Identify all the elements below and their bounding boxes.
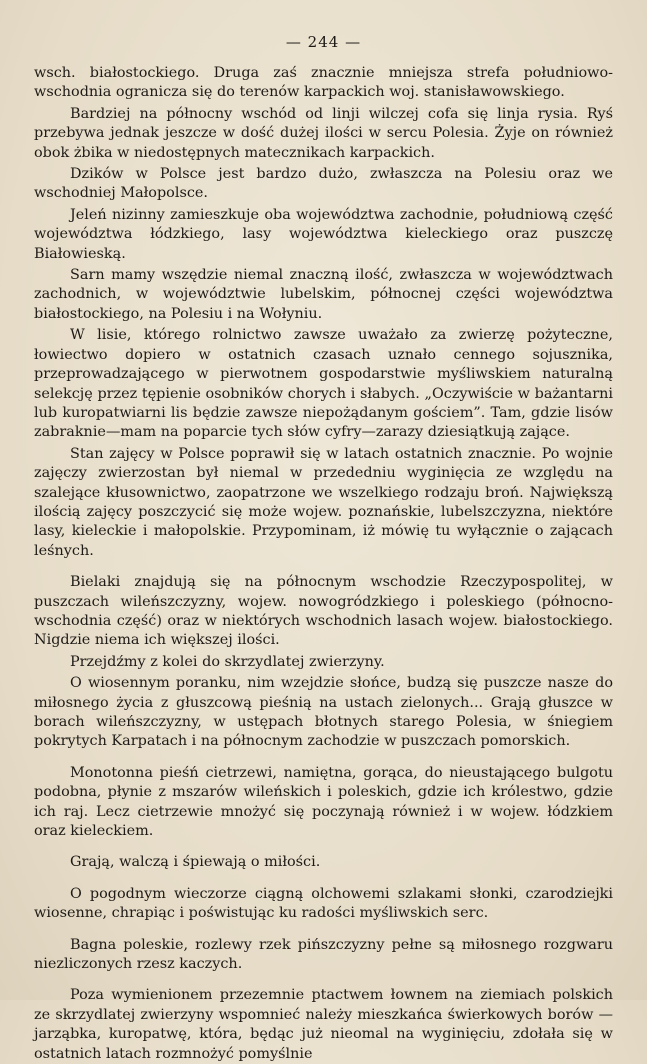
paragraph: Bagna poleskie, rozlewy rzek pińszczyzny pełne są miłosnego rozgwaru niezliczonych rzesz kaczych. <box>34 936 613 973</box>
paragraph: Dzików w Polsce jest bardzo dużo, zwłaszcza na Polesiu oraz we wschodniej Małopolsce. <box>34 166 613 202</box>
paragraph: Jeleń nizinny zamieszkuje oba województwa zachodnie, południową część województwa łódzkiego, lasy województwa kieleckiego oraz puszczę Białowieską. <box>34 206 613 262</box>
paragraph: Bardziej na północny wschód od linji wilczej cofa się linja rysia. Ryś przebywa jednak jeszcze w dość dużej ilości w sercu Polesia. Żyje on również obok żbika w niedostępnych matecznikach karpackich. <box>34 105 613 161</box>
paragraph: Poza wymienionem przezemnie ptactwem łownem na ziemiach polskich ze skrzydlatej zwierzyny wspomnieć należy mieszkańca świerkowych borów — jarząbka, kuropatwę, która, będąc już nieomal na wyginięciu, zdołała się w ostatnich latach rozmnożyć pomyślnie <box>34 987 613 1062</box>
paragraph: Monotonna pieśń cietrzewi, namiętna, gorąca, do nieustającego bulgotu podobna, płynie z mszarów wileńskich i poleskich, gdzie ich królestwo, gdzie ich raj. Lecz cietrzewie mnożyć się poczynają również i w wojew. łódzkiem oraz kieleckiem. <box>34 764 613 840</box>
paragraph: O wiosennym poranku, nim wzejdzie słońce, budzą się puszcze nasze do miłosnego życia z głuszcową pieśnią na ustach zielonych... Grają głuszce w borach wileńszczyzny, w ustępach błotnych starego Polesia, w śniegiem pokrytych Karpatach i na północnym zachodzie w puszczach pomorskich. <box>34 675 613 750</box>
paragraph: W lisie, którego rolnictwo zawsze uważało za zwierzę pożyteczne, łowiectwo dopiero w ostatnich czasach uznało cennego sojusznika, przeprowadzającego w pierwotnem gospodarstwie myśliwskiem naturalną selekcję przez tępienie osobników chorych i słabych. „Oczywiście w bażantarni lub kuropatwiarni lis będzie zawsze niepożądanym gościem”. Tam, gdzie lisów zabraknie—mam na poparcie tych słów cyfry—zarazy dziesiątkują zające. <box>34 327 613 441</box>
body-text <box>34 64 613 1064</box>
paragraph: Sarn mamy wszędzie niemal znaczną ilość, zwłaszcza w województwach zachodnich, w województwie lubelskim, północnej części województwa białostockiego, na Polesiu i na Wołyniu. <box>34 267 613 322</box>
paragraph: Grają, walczą i śpiewają o miłości. <box>70 854 321 871</box>
page-number: — 244 — <box>285 33 362 51</box>
paragraph: O pogodnym wieczorze ciągną olchowemi szlakami słonki, czarodziejki wiosenne, chrapiąc i poświstując ku radości myśliwskich serc. <box>34 885 613 922</box>
paragraph: wsch. białostockiego. Druga zaś znacznie mniejsza strefa południowo-wschodnia ogranicza się do terenów karpackich woj. stanisławowskiego. <box>34 65 613 101</box>
paragraph: Bielaki znajdują się na północnym wschodzie Rzeczypospolitej, w puszczach wileńszczyzny, wojew. nowogródzkiego i poleskiego (północno-wschodnia część) oraz w niektórych wschodnich lasach wojew. białostockiego. Nigdzie niema ich większej ilości. <box>34 574 613 649</box>
paragraph: Stan zajęcy w Polsce poprawił się w latach ostatnich znacznie. Po wojnie zajęczy zwierzostan był niemal w przededniu wyginięcia ze względu na szalejące kłusownictwo, zaopatrzone we wszelkiego rodzaju broń. Największą ilością zajęcy poszczycić się może wojew. poznańskie, lubelszczyzna, niektóre lasy, kieleckie i małopolskie. Przypominam, iż mówię tu wyłącznie o zającach leśnych. <box>34 445 613 559</box>
paragraph: Przejdźmy z kolei do skrzydlatej zwierzyny. <box>70 653 385 670</box>
